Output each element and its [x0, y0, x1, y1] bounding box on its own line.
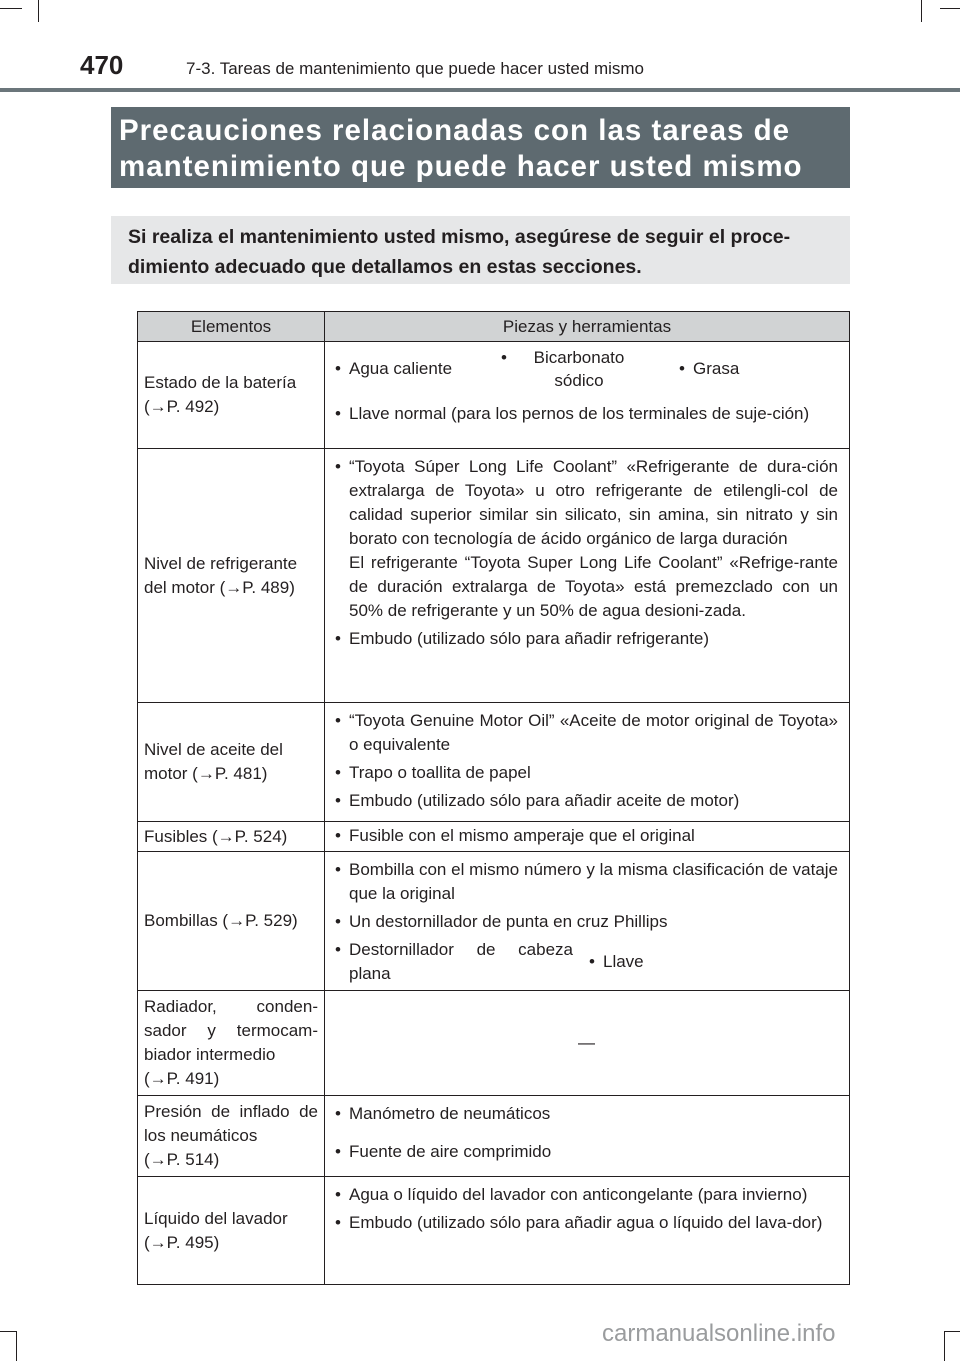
parts-item: • Manómetro de neumáticos	[335, 1102, 838, 1126]
element-text: Radiador, conden-sador y termocam-biador intermedio	[144, 997, 318, 1064]
crop-mark-bottom-right	[944, 1331, 960, 1332]
intro-box	[111, 216, 850, 284]
empty-dash: —	[578, 1033, 595, 1052]
crop-mark-bottom-right-2	[944, 1331, 945, 1361]
element-text: Estado de la batería	[144, 373, 297, 392]
parts-item: • Fuente de aire comprimido	[335, 1140, 838, 1164]
element-ref: (→P. 495)	[144, 1232, 220, 1252]
banner-line-1: Precauciones relacionadas con las tareas de	[119, 114, 791, 147]
page-number: 470	[80, 50, 124, 80]
element-cell	[138, 1177, 325, 1285]
table-row	[138, 449, 850, 703]
crop-mark-bottom-left	[0, 1331, 16, 1332]
parts-cell	[325, 703, 850, 822]
parts-item: • Llave normal (para los pernos de los terminales de suje-ción)	[335, 402, 838, 426]
header-rule	[0, 88, 960, 92]
element-cell	[138, 991, 325, 1096]
parts-cell	[325, 991, 850, 1096]
parts-item: • Llave	[589, 950, 644, 974]
parts-item: • Agua o líquido del lavador con anticongelante (para invierno)	[335, 1183, 838, 1207]
element-cell	[138, 449, 325, 703]
header-piezas: Piezas y herramientas	[325, 312, 850, 342]
section-title: 7-3. Tareas de mantenimiento que puede hacer usted mismo	[186, 59, 645, 78]
crop-mark-top-left	[38, 0, 39, 22]
parts-item: • Un destornillador de punta en cruz Phillips	[335, 910, 838, 934]
element-ref: (→P. 491)	[144, 1069, 220, 1088]
crop-mark-top-right-2	[940, 8, 960, 9]
parts-cell	[325, 342, 850, 449]
parts-cell	[325, 822, 850, 852]
parts-item: • Bicarbonato sódico	[501, 346, 643, 392]
crop-mark-top-right	[921, 0, 922, 22]
parts-item: • Agua caliente	[335, 357, 501, 381]
crop-mark-bottom-left-2	[16, 1331, 17, 1361]
parts-item: • Embudo (utilizado sólo para añadir agua o líquido del lava-dor)	[335, 1211, 838, 1235]
table-row	[138, 1096, 850, 1177]
element-text: Nivel de aceite del	[144, 740, 283, 759]
element-cell	[138, 342, 325, 449]
parts-inline-group	[335, 346, 838, 392]
banner-line-2: mantenimiento que puede hacer usted mismo	[119, 150, 803, 183]
header-elementos: Elementos	[138, 312, 325, 342]
element-cell	[138, 822, 325, 852]
table-row	[138, 852, 850, 991]
parts-item: • Embudo (utilizado sólo para añadir aceite de motor)	[335, 789, 838, 813]
table-row	[138, 703, 850, 822]
element-cell	[138, 703, 325, 822]
element-text: Fusibles (→P. 524)	[144, 826, 288, 846]
intro-line-1: Si realiza el mantenimiento usted mismo, asegúrese de seguir el proce-	[128, 226, 791, 248]
element-text: Presión de inflado de los neumáticos	[144, 1102, 318, 1145]
table-row	[138, 1177, 850, 1285]
element-text: Nivel de refrigerante	[144, 553, 298, 573]
parts-note: El refrigerante “Toyota Super Long Life Coolant” «Refrige-rante de duración extralarga de Toyota» está premezclado con un 50% de refrigerante y un 50% de agua desioni-zada.	[349, 553, 838, 620]
parts-item: • Grasa	[679, 357, 739, 381]
parts-inline-group	[335, 938, 838, 986]
element-ref: (→P. 492)	[144, 397, 220, 416]
footer-watermark: carmanualsonline.info	[602, 1320, 836, 1347]
parts-cell	[325, 852, 850, 991]
section-banner	[111, 107, 850, 188]
table-row	[138, 342, 850, 449]
element-cell	[138, 1096, 325, 1177]
parts-cell	[325, 1096, 850, 1177]
crop-mark-top-left-2	[0, 8, 22, 9]
parts-item: • “Toyota Genuine Motor Oil” «Aceite de motor original de Toyota» o equivalente	[335, 709, 838, 757]
element-ref: motor (→P. 481)	[144, 764, 268, 783]
element-ref: (→P. 514)	[144, 1150, 220, 1169]
parts-item: • Trapo o toallita de papel	[335, 761, 838, 785]
element-cell	[138, 852, 325, 991]
parts-item: • Fusible con el mismo amperaje que el original	[335, 824, 838, 848]
element-text: Bombillas (→P. 529)	[144, 911, 298, 930]
intro-line-2: dimiento adecuado que detallamos en estas secciones.	[128, 256, 642, 278]
element-ref: del motor (→P. 489)	[144, 577, 295, 597]
parts-cell	[325, 1177, 850, 1285]
parts-item: • “Toyota Súper Long Life Coolant” «Refrigerante de dura-ción extralarga de Toyota» u otro refrigerante de etilengli-col de calidad superior similar sin silicato, sin amina, sin nitrato y sin borato con tecnología de ácido orgánico de larga duración	[335, 455, 838, 551]
parts-table	[137, 311, 850, 1285]
table-row	[138, 991, 850, 1096]
parts-item: • Bombilla con el mismo número y la misma clasificación de vataje que la original	[335, 858, 838, 906]
table-header-row	[138, 312, 850, 342]
parts-item: • Destornillador de cabeza plana	[335, 938, 573, 986]
parts-item: • Embudo (utilizado sólo para añadir refrigerante)	[335, 627, 838, 651]
parts-cell	[325, 449, 850, 703]
element-text: Líquido del lavador	[144, 1208, 288, 1228]
table-row	[138, 822, 850, 852]
